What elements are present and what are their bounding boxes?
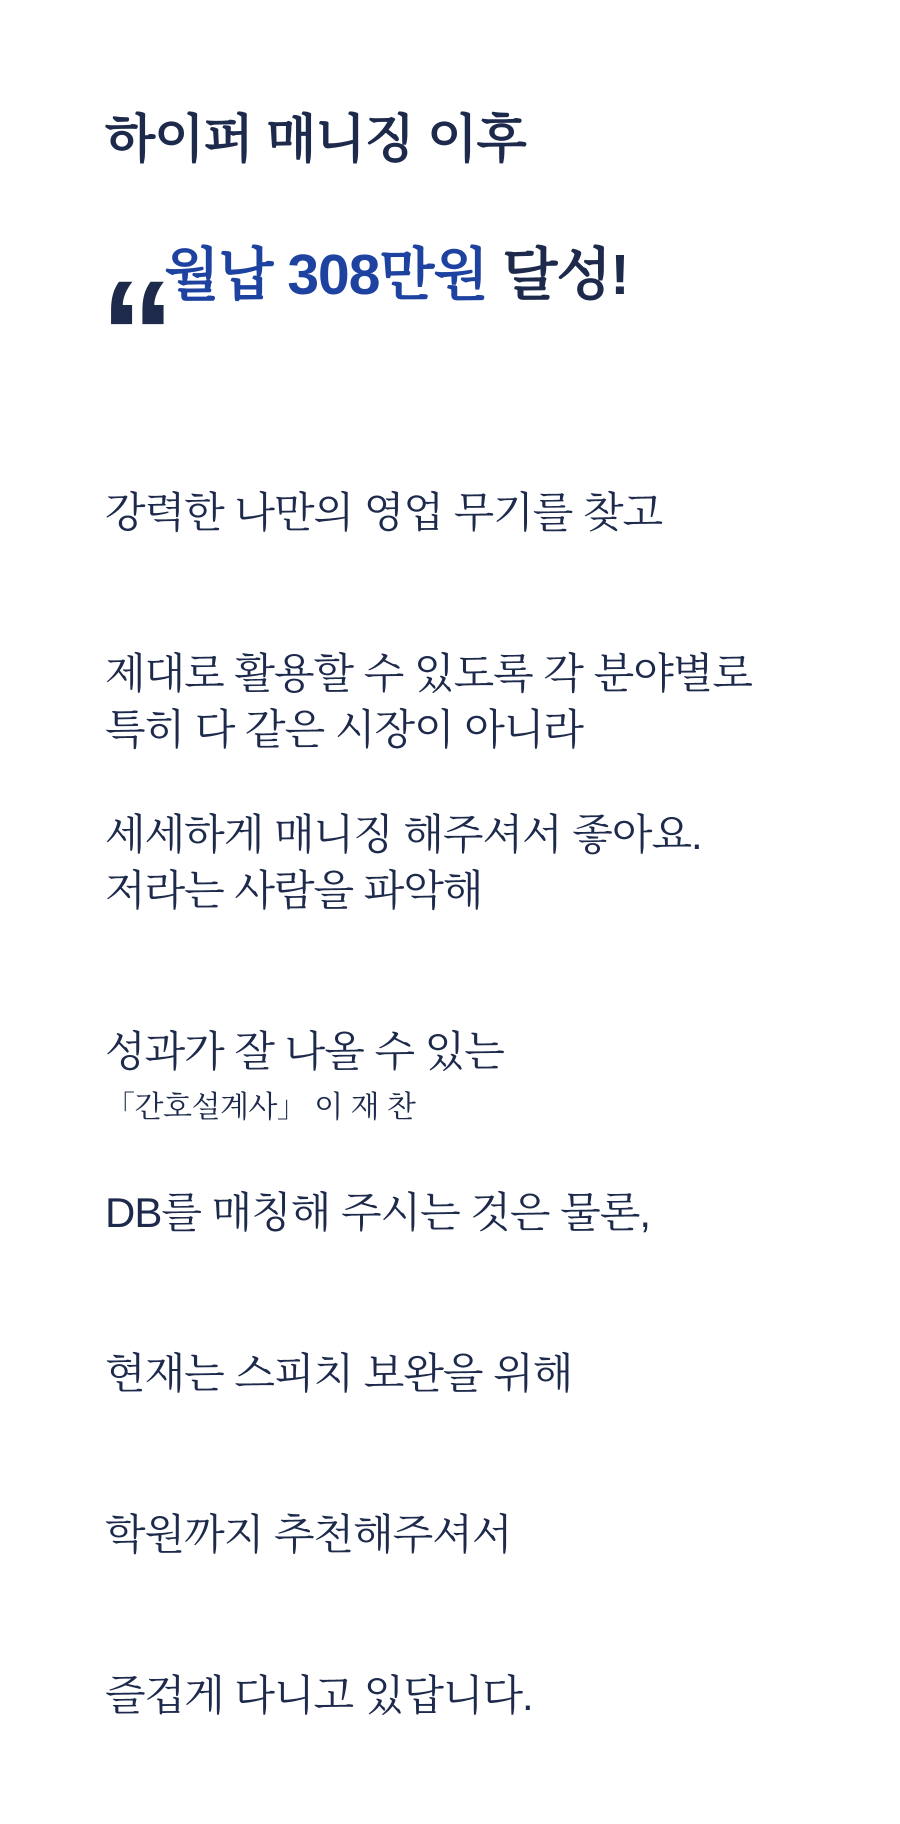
paragraph-2-line-4: DB를 매칭해 주시는 것은 물론,	[105, 1189, 650, 1236]
paragraph-2-line-7: 즐겁게 다니고 있답니다.	[105, 1672, 533, 1719]
attribution-line: 「간호설계사」 이 재 찬	[105, 1091, 416, 1124]
title-highlight-amount: 월납 308만원	[164, 243, 488, 307]
paragraph-1-line-3: 세세하게 매니징 해주셔서 좋아요.	[105, 811, 702, 858]
title-line-2	[105, 163, 629, 377]
paragraph-2-line-2: 저라는 사람을 파악해	[105, 867, 483, 914]
title-line-2-rest: 달성!	[487, 243, 629, 307]
testimonial-paragraph-2	[105, 601, 650, 1824]
open-quote-icon: “	[100, 249, 169, 417]
paragraph-1-line-1: 강력한 나만의 영업 무기를 찾고	[105, 489, 663, 536]
paragraph-2-line-3: 성과가 잘 나올 수 있는	[105, 1028, 504, 1075]
paragraph-2-line-6: 학원까지 추천해주셔서	[105, 1511, 512, 1558]
paragraph-2-line-1: 특히 다 같은 시장이 아니라	[105, 706, 583, 753]
paragraph-2-line-5: 현재는 스피치 보완을 위해	[105, 1350, 573, 1397]
title-line-1: 하이퍼 매니징 이후	[105, 111, 526, 169]
paragraph-1-line-2: 제대로 활용할 수 있도록 각 분야별로	[105, 650, 752, 697]
